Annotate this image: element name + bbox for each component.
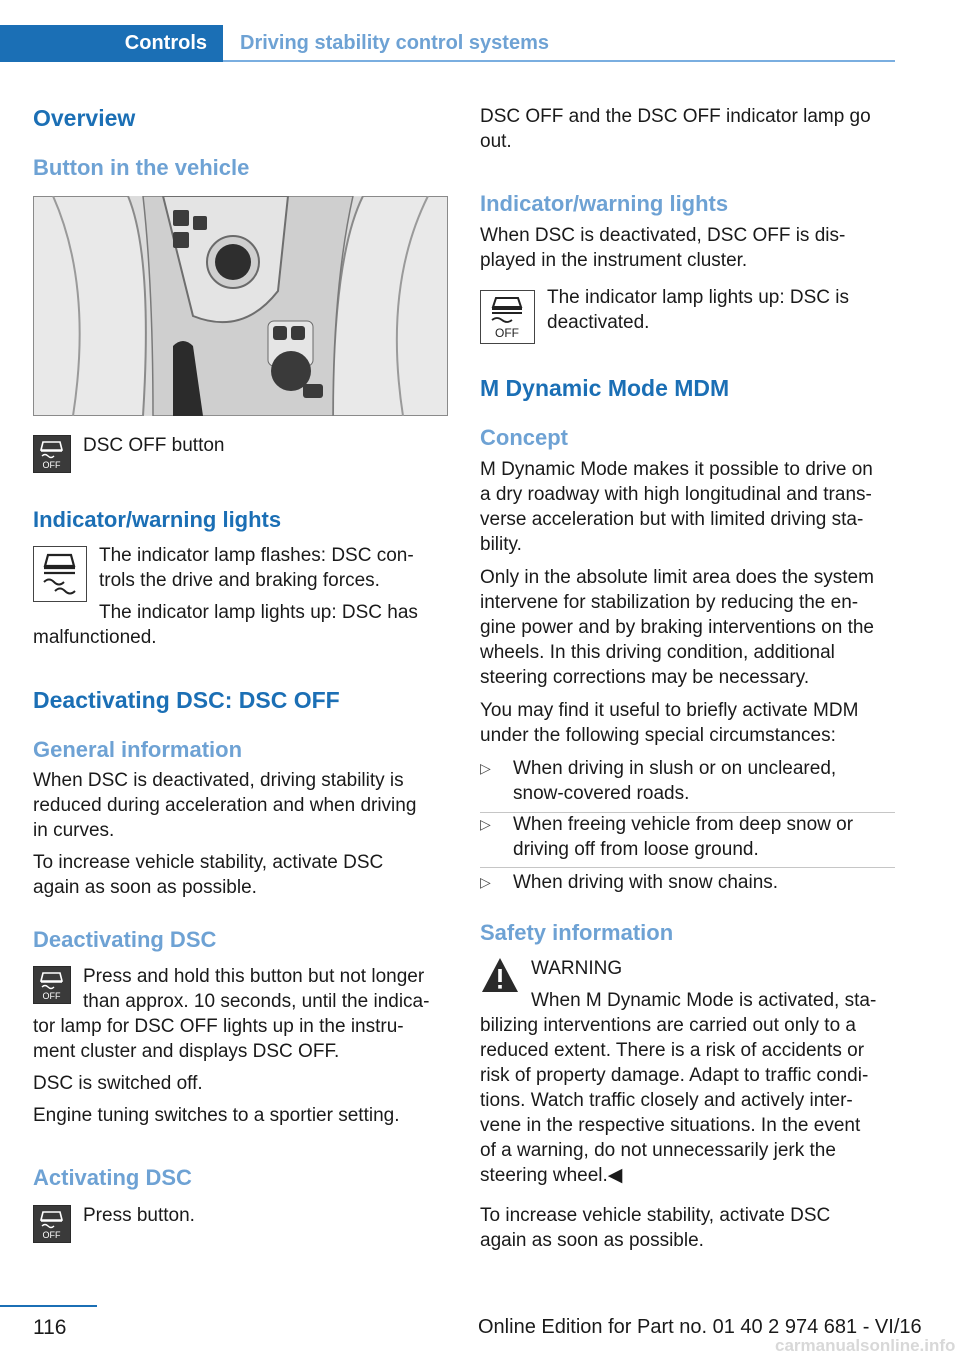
vehicle-console-photo xyxy=(33,196,448,416)
limit-line1: Only in the absolute limit area does the system xyxy=(480,567,874,588)
overview-heading: Overview xyxy=(33,105,136,131)
warning-line3: reduced extent. There is a risk of accidents or xyxy=(480,1040,865,1061)
deactivated-line1: When DSC is deactivated, DSC OFF is dis- xyxy=(480,225,846,246)
general-info-line2: reduced during acceleration and when driving xyxy=(33,795,417,816)
safety-information-heading: Safety information xyxy=(480,920,674,945)
warning-triangle-icon xyxy=(480,955,520,995)
indicator-malfunction-line1: The indicator lamp lights up: DSC has xyxy=(99,602,418,623)
bullet-line2: snow-covered roads. xyxy=(513,783,690,805)
triangle-bullet-icon: ▷ xyxy=(480,874,491,890)
general-information-heading: General information xyxy=(33,737,243,762)
lamp-deactivated-line2: deactivated. xyxy=(547,312,650,333)
continued-line1: DSC OFF and the DSC OFF indicator lamp go xyxy=(480,106,871,127)
indicator-flashes-line2: trols the drive and braking forces. xyxy=(99,570,380,591)
warning-line8: steering wheel.◀ xyxy=(480,1165,623,1186)
console-illustration xyxy=(33,196,448,416)
press-hold-line2: than approx. 10 seconds, until the indica- xyxy=(83,991,430,1012)
increase-stability-line1: To increase vehicle stability, activate DSC xyxy=(33,852,384,873)
press-button-text: Press button. xyxy=(83,1205,195,1226)
header-rule xyxy=(223,60,895,62)
indicator-flashes-line1: The indicator lamp flashes: DSC con- xyxy=(99,545,414,566)
warning-line4: risk of property damage. Adapt to traffic condi- xyxy=(480,1065,869,1086)
concept-line1: M Dynamic Mode makes it possible to drive on xyxy=(480,459,873,480)
deactivated-line2: played in the instrument cluster. xyxy=(480,250,748,271)
dsc-off-button-caption: DSC OFF button xyxy=(83,435,225,456)
svg-text:OFF: OFF xyxy=(42,460,61,470)
triangle-bullet-icon: ▷ xyxy=(480,760,491,776)
press-hold-line1: Press and hold this button but not longer xyxy=(83,966,425,987)
warning-line5: tions. Watch traffic closely and actively inter- xyxy=(480,1090,853,1111)
dsc-off-icon-deactivate xyxy=(33,966,71,1004)
concept-heading: Concept xyxy=(480,425,568,450)
limit-line5: steering corrections may be necessary. xyxy=(480,667,810,688)
button-in-vehicle-heading: Button in the vehicle xyxy=(33,155,250,180)
general-info-line3: in curves. xyxy=(33,820,115,841)
edition-info: Online Edition for Part no. 01 40 2 974 681 - VI/16 xyxy=(478,1316,922,1338)
concept-line2: a dry roadway with high longitudinal and trans- xyxy=(480,484,872,505)
dsc-warning-light-icon xyxy=(33,546,87,602)
bullet-line1: When driving in slush or on uncleared, xyxy=(513,758,837,779)
bullet-line2: driving off from loose ground. xyxy=(513,839,759,861)
page-header xyxy=(0,25,895,62)
increase-stability-right-line2: again as soon as possible. xyxy=(480,1230,704,1251)
concept-line4: bility. xyxy=(480,534,522,555)
dsc-off-button-icon xyxy=(33,435,71,473)
increase-stability-right-line1: To increase vehicle stability, activate DSC xyxy=(480,1205,831,1226)
useful-line1: You may find it useful to briefly activate MDM xyxy=(480,700,859,721)
watermark: carmanualsonline.info xyxy=(775,1336,956,1355)
bullet-divider xyxy=(480,867,895,868)
warning-line1: When M Dynamic Mode is activated, sta- xyxy=(531,990,877,1011)
indicator-heading-left: Indicator/warning lights xyxy=(33,507,282,532)
svg-text:OFF: OFF xyxy=(495,326,519,340)
continued-line2: out. xyxy=(480,131,512,152)
section-tab[interactable]: Controls xyxy=(0,25,223,62)
lamp-deactivated-line1: The indicator lamp lights up: DSC is xyxy=(547,287,850,308)
dsc-off-icon-activate xyxy=(33,1205,71,1243)
dsc-switched-off-text: DSC is switched off. xyxy=(33,1073,203,1094)
warning-line6: vene in the respective situations. In the event xyxy=(480,1115,861,1136)
increase-stability-line2: again as soon as possible. xyxy=(33,877,257,898)
indicator-heading-right: Indicator/warning lights xyxy=(480,191,729,216)
chapter-title[interactable]: Driving stability control systems xyxy=(240,32,549,54)
dsc-off-indicator-icon xyxy=(480,290,535,344)
limit-line4: wheels. In this driving condition, additional xyxy=(480,642,835,663)
page-number: 116 xyxy=(33,1316,67,1339)
concept-line3: verse acceleration but with limited driving sta- xyxy=(480,509,864,530)
useful-line2: under the following special circumstances: xyxy=(480,725,836,746)
activating-dsc-heading: Activating DSC xyxy=(33,1165,192,1190)
limit-line2: intervene for stabilization by reducing the en- xyxy=(480,592,859,613)
bullet-line1: When freeing vehicle from deep snow or xyxy=(513,814,854,835)
warning-line7: of a warning, do not unnecessarily jerk the xyxy=(480,1140,836,1161)
limit-line3: gine power and by braking interventions on the xyxy=(480,617,874,638)
indicator-malfunction-line2: malfunctioned. xyxy=(33,627,157,648)
general-info-line1: When DSC is deactivated, driving stability is xyxy=(33,770,404,791)
svg-text:OFF: OFF xyxy=(42,991,61,1001)
engine-tuning-text: Engine tuning switches to a sportier setting. xyxy=(33,1105,400,1126)
triangle-bullet-icon: ▷ xyxy=(480,816,491,832)
deactivating-dsc-heading: Deactivating DSC xyxy=(33,927,217,952)
warning-line2: bilizing interventions are carried out only to a xyxy=(480,1015,856,1036)
press-hold-line4: ment cluster and displays DSC OFF. xyxy=(33,1041,340,1062)
footer-rule xyxy=(0,1305,97,1307)
svg-text:OFF: OFF xyxy=(42,1230,61,1240)
press-hold-line3: tor lamp for DSC OFF lights up in the instru- xyxy=(33,1016,404,1037)
bullet-line1: When driving with snow chains. xyxy=(513,872,779,893)
deactivating-dsc-off-heading: Deactivating DSC: DSC OFF xyxy=(33,687,340,713)
warning-label: WARNING xyxy=(531,958,623,979)
m-dynamic-mode-heading: M Dynamic Mode MDM xyxy=(480,375,730,401)
